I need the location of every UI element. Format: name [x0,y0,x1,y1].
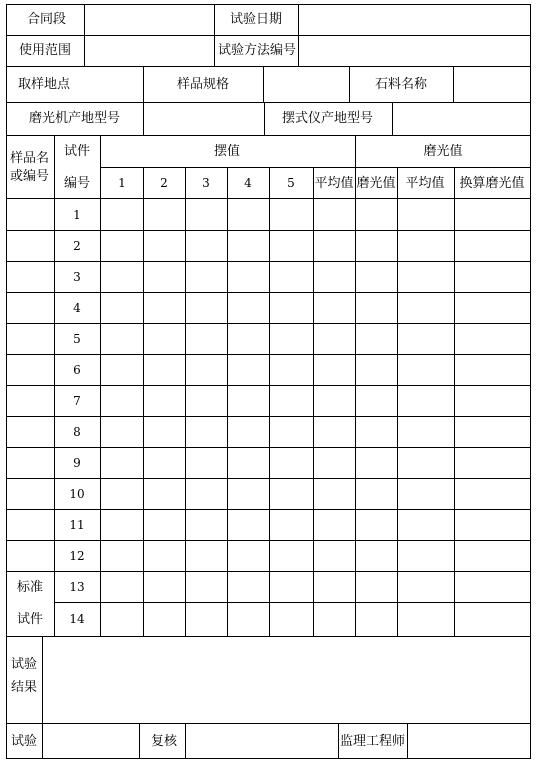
reviewer-label: 复核 [151,734,178,749]
specimen-header-line1: 试件 [64,144,91,159]
specimen-number: 5 [73,332,81,346]
pendulum-tester-model-label: 摆式仪产地型号 [282,111,374,126]
sample-name-header-line1: 样品名 [10,151,50,166]
pendulum-col-5: 5 [287,176,295,190]
pendulum-col-4: 4 [244,176,252,190]
specimen-number: 1 [73,208,81,222]
sample-spec-label: 样品规格 [177,77,230,92]
pendulum-col-3: 3 [202,176,210,190]
stone-name-label: 石料名称 [375,77,428,92]
pendulum-average-header: 平均值 [314,176,354,191]
polish-value-header: 磨光值 [356,176,396,191]
test-date-field[interactable] [299,5,530,35]
specimen-number: 13 [69,580,85,594]
test-result-field[interactable] [43,637,530,723]
sample-name-header-line2: 或编号 [10,169,50,184]
test-method-number-field[interactable] [299,36,530,66]
pendulum-value-group-header: 摆值 [213,144,241,159]
supervising-engineer-label: 监理工程师 [340,734,406,749]
test-method-number-label: 试验方法编号 [218,43,297,58]
standard-specimen-label-line2: 试件 [17,612,44,627]
standard-specimen-label-line1: 标准 [17,580,44,595]
specimen-number: 7 [73,394,81,408]
polish-value-group-header: 磨光值 [423,144,463,159]
polish-average-header: 平均值 [405,176,445,191]
pendulum-col-1: 1 [118,176,126,190]
reviewer-signature-field[interactable] [186,724,338,758]
supervising-engineer-signature-field[interactable] [408,724,530,758]
specimen-number: 2 [73,239,81,253]
usage-scope-field[interactable] [85,36,214,66]
test-date-label: 试验日期 [230,12,283,27]
contract-section-label: 合同段 [27,12,67,27]
test-result-label-line1: 试验 [11,657,38,672]
tester-signature-field[interactable] [43,724,139,758]
polisher-model-label: 磨光机产地型号 [29,111,121,126]
converted-polish-value-header: 换算磨光值 [459,176,525,191]
specimen-number: 3 [73,270,81,284]
tester-label: 试验 [11,734,38,749]
contract-section-field[interactable] [85,5,214,35]
specimen-number: 6 [73,363,81,377]
specimen-header-line2: 编号 [64,176,91,191]
specimen-number: 11 [69,518,85,532]
pendulum-col-2: 2 [160,176,168,190]
specimen-number: 10 [69,487,85,501]
specimen-number: 14 [69,612,85,626]
specimen-number: 4 [73,301,81,315]
specimen-number: 8 [73,425,81,439]
specimen-number: 12 [69,549,85,563]
sampling-site-label: 取样地点 [18,77,71,92]
test-result-label-line2: 结果 [11,680,38,695]
usage-scope-label: 使用范围 [19,43,72,58]
specimen-number: 9 [73,456,81,470]
